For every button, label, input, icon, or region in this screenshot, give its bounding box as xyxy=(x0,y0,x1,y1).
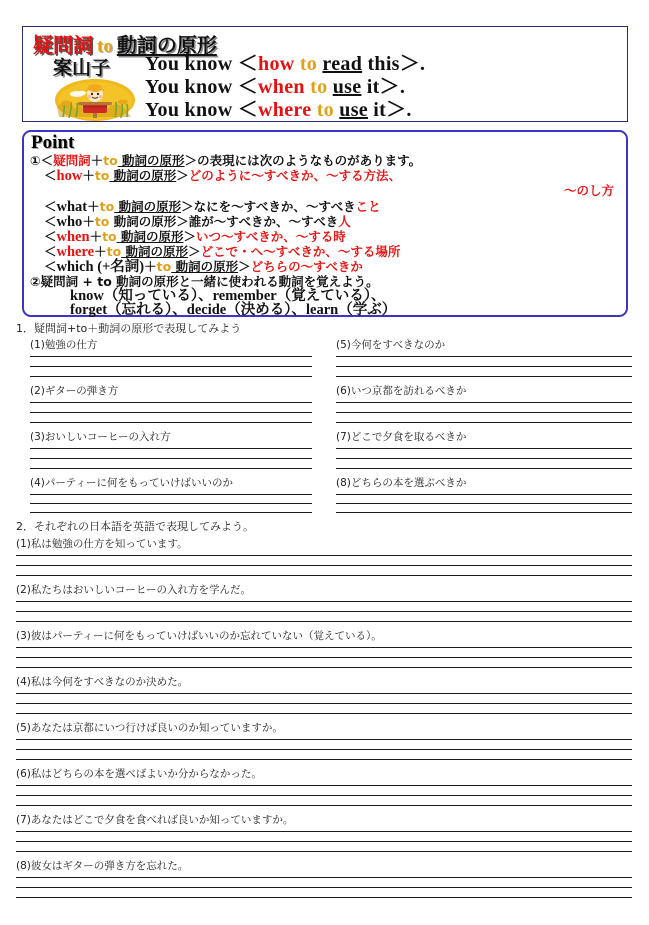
example-sentence-2 xyxy=(145,76,625,99)
pattern-what-base: 動詞の原形 xyxy=(114,199,182,214)
pattern-how-gloss-tail: 、 xyxy=(388,168,402,183)
section2-item-5-label: (5)あなたは京都にいつ行けば良いのか知っていますか。 xyxy=(16,722,283,734)
answer-rule[interactable] xyxy=(16,667,632,668)
pattern-who-to: to xyxy=(94,214,110,229)
pattern-how-wh: how xyxy=(56,168,83,184)
example-1-to: to xyxy=(299,53,318,75)
example-3-prefix: You know ＜ xyxy=(145,99,259,121)
pattern-where-open: ＜ xyxy=(44,244,57,259)
pattern-where-to: to xyxy=(106,244,122,259)
section-2-heading: 2．それぞれの日本語を英語で表現してみよう。 xyxy=(16,520,254,533)
pattern-who-plus: ＋ xyxy=(82,214,95,229)
pattern-who-close: ＞ xyxy=(176,214,189,229)
pattern-where-gloss-accent: 場所 xyxy=(375,244,401,259)
pattern-when-open: ＜ xyxy=(44,229,57,244)
example-1-wh: how xyxy=(258,53,295,75)
answer-rule[interactable] xyxy=(30,503,312,504)
title-part-question-word: 疑問詞 xyxy=(33,33,93,57)
answer-rule[interactable] xyxy=(16,897,632,898)
point-1-plus: ＋ xyxy=(90,153,104,168)
answer-rule[interactable] xyxy=(30,448,312,449)
pattern-how-open: ＜ xyxy=(44,168,57,183)
point-pattern-where xyxy=(30,245,628,259)
answer-rule[interactable] xyxy=(16,693,632,694)
answer-rule[interactable] xyxy=(30,468,312,469)
answer-rule[interactable] xyxy=(16,703,632,704)
answer-rule[interactable] xyxy=(30,412,312,413)
answer-rule[interactable] xyxy=(336,468,632,469)
answer-rule[interactable] xyxy=(16,611,632,612)
pattern-when-plus: ＋ xyxy=(89,229,103,244)
answer-rule[interactable] xyxy=(16,565,632,566)
pattern-what-gloss: なにを～すべきか、～すべき xyxy=(193,199,356,214)
example-2-tail: it＞. xyxy=(366,76,406,98)
answer-rule[interactable] xyxy=(16,759,632,760)
pattern-which-plus: ＋ xyxy=(144,259,157,274)
answer-rule[interactable] xyxy=(30,402,312,403)
point-pattern-how xyxy=(30,169,628,183)
pattern-when-gloss: いつ～すべきか、～する xyxy=(196,229,334,244)
section2-item-7-label: (7)あなたはどこで夕食を食べれば良いか知っていますか。 xyxy=(16,814,294,826)
example-2-prefix: You know ＜ xyxy=(145,76,259,98)
point-1-qword: 疑問詞 xyxy=(53,153,91,168)
answer-rule[interactable] xyxy=(30,366,312,367)
answer-rule[interactable] xyxy=(336,376,632,377)
section2-item-2-label: (2)私たちはおいしいコーヒーの入れ方を学んだ。 xyxy=(16,584,251,596)
pattern-how-gloss: どのように～すべきか、～する xyxy=(188,168,364,183)
answer-rule[interactable] xyxy=(16,805,632,806)
example-1-verb: read xyxy=(322,53,363,75)
answer-rule[interactable] xyxy=(30,494,312,495)
pattern-which-base: 動詞の原形 xyxy=(171,259,239,274)
example-3-to: to xyxy=(316,99,334,121)
section2-item-4-label: (4)私は今何をすべきなのか決めた。 xyxy=(16,676,189,688)
pattern-how-to: to xyxy=(94,168,110,183)
pattern-where-wh: where xyxy=(56,244,95,260)
pattern-who-wh: who xyxy=(56,214,83,230)
answer-rule[interactable] xyxy=(16,713,632,714)
answer-rule[interactable] xyxy=(336,448,632,449)
section2-item-6-label: (6)私はどちらの本を選べばよいか分からなかった。 xyxy=(16,768,262,780)
header-banner xyxy=(22,26,628,122)
point-heading: Point xyxy=(31,132,75,153)
pattern-when-close: ＞ xyxy=(183,229,197,244)
example-sentence-3 xyxy=(145,99,625,122)
answer-rule[interactable] xyxy=(336,458,632,459)
example-2-wh: when xyxy=(258,76,305,98)
section1-item-3-label: (3)おいしいコーヒーの入れ方 xyxy=(30,431,171,443)
answer-rule[interactable] xyxy=(30,376,312,377)
pattern-which-close: ＞ xyxy=(238,259,251,274)
point-box xyxy=(22,130,628,317)
pattern-which-open: ＜ xyxy=(44,259,57,274)
section1-item-4-label: (4)パーティーに何をもっていけばいいのか xyxy=(30,477,234,489)
pattern-where-base: 動詞の原形 xyxy=(121,244,189,259)
pattern-where-plus: ＋ xyxy=(94,244,107,259)
section1-item-8-label: (8)どちらの本を選ぶべきか xyxy=(336,477,467,489)
example-3-tail: it＞. xyxy=(373,99,412,121)
answer-rule[interactable] xyxy=(16,841,632,842)
pattern-who-gloss-accent: 人 xyxy=(338,214,351,229)
example-3-verb: use xyxy=(339,99,368,121)
answer-rule[interactable] xyxy=(16,739,632,740)
pattern-who-open: ＜ xyxy=(44,214,57,229)
answer-rule[interactable] xyxy=(16,601,632,602)
point-1-text: ＞の表現には次のようなものがあります。 xyxy=(184,153,422,168)
answer-rule[interactable] xyxy=(16,621,632,622)
section1-item-1-label: (1)勉強の仕方 xyxy=(30,339,98,351)
pattern-how-base: 動詞の原形 xyxy=(109,168,177,183)
title-part-to: to xyxy=(97,36,113,57)
answer-rule[interactable] xyxy=(16,657,632,658)
point-item-2-intro: ②疑問詞 + to 動詞の原形と一緒に使われる動詞を覚えよう。 xyxy=(30,274,379,289)
mascot-label: 案山子 xyxy=(53,57,111,79)
point-1-base: 動詞の原形 xyxy=(117,153,185,168)
answer-rule[interactable] xyxy=(16,851,632,852)
section1-item-7-label: (7)どこで夕食を取るべきか xyxy=(336,431,467,443)
pattern-where-close: ＞ xyxy=(188,244,201,259)
example-1-tail: this＞. xyxy=(367,53,426,75)
pattern-how-plus: ＋ xyxy=(82,168,95,183)
example-2-to: to xyxy=(310,76,328,98)
point-item-1-intro xyxy=(30,154,628,168)
point-pattern-how-extra xyxy=(30,184,628,198)
answer-rule[interactable] xyxy=(336,503,632,504)
answer-rule[interactable] xyxy=(30,512,312,513)
pattern-what-wh: what xyxy=(56,199,88,215)
section1-item-5-label: (5)今何をすべきなのか xyxy=(336,339,446,351)
pattern-when-to: to xyxy=(102,229,117,244)
point-verbs-line-2: forget（忘れる）、decide（決める）、learn（学ぶ） xyxy=(70,302,397,318)
answer-rule[interactable] xyxy=(16,887,632,888)
pattern-which-gloss: どちらの～すべきか xyxy=(250,259,363,274)
pattern-what-open: ＜ xyxy=(44,199,57,214)
answer-rule[interactable] xyxy=(16,831,632,832)
section1-item-6-label: (6)いつ京都を訪れるべきか xyxy=(336,385,467,397)
section-1-heading: 1．疑問詞+to＋動詞の原形で表現してみよう xyxy=(16,322,242,335)
banner-title xyxy=(33,29,217,57)
section2-item-3-label: (3)彼はパーティーに何をもっていけばいいのか忘れていない（覚えている）。 xyxy=(16,630,382,642)
point-verbs-line-1: know（知っている）、remember（覚えている）、 xyxy=(70,288,386,304)
point-pattern-who xyxy=(30,215,628,229)
point-pattern-what xyxy=(30,200,628,214)
answer-rule[interactable] xyxy=(30,356,312,357)
point-pattern-when xyxy=(30,230,628,244)
point-1-to: to xyxy=(103,153,118,168)
answer-rule[interactable] xyxy=(336,422,632,423)
answer-rule[interactable] xyxy=(16,555,632,556)
answer-rule[interactable] xyxy=(336,494,632,495)
answer-rule[interactable] xyxy=(336,512,632,513)
point-pattern-which xyxy=(30,260,628,274)
pattern-when-wh: when xyxy=(56,229,90,245)
answer-rule[interactable] xyxy=(336,412,632,413)
pattern-who-gloss: 誰が～すべきか、～すべき xyxy=(188,214,339,229)
title-part-base-form: 動詞の原形 xyxy=(116,33,217,57)
pattern-which-wh: which (+名詞) xyxy=(56,259,145,275)
section2-item-1-label: (1)私は勉強の仕方を知っています。 xyxy=(16,538,188,550)
answer-rule[interactable] xyxy=(30,458,312,459)
example-sentence-1 xyxy=(145,53,625,76)
answer-rule[interactable] xyxy=(16,575,632,576)
point-1-open: ①＜ xyxy=(30,153,54,168)
example-1-prefix: You know ＜ xyxy=(145,53,259,75)
scarecrow-icon xyxy=(53,77,137,123)
section2-item-8-label: (8)彼女はギターの弾き方を忘れた。 xyxy=(16,860,189,872)
answer-rule[interactable] xyxy=(16,785,632,786)
example-3-wh: where xyxy=(258,99,312,121)
pattern-what-close: ＞ xyxy=(181,199,194,214)
example-sentences xyxy=(145,53,625,122)
section1-item-2-label: (2)ギターの弾き方 xyxy=(30,385,119,397)
pattern-when-gloss-accent: 時 xyxy=(333,229,346,244)
answer-rule[interactable] xyxy=(16,795,632,796)
pattern-what-gloss-accent: こと xyxy=(355,199,381,214)
answer-rule[interactable] xyxy=(16,877,632,878)
pattern-what-plus: ＋ xyxy=(87,199,100,214)
answer-rule[interactable] xyxy=(336,356,632,357)
answer-rule[interactable] xyxy=(30,422,312,423)
answer-rule[interactable] xyxy=(16,749,632,750)
pattern-how-close: ＞ xyxy=(176,168,189,183)
answer-rule[interactable] xyxy=(16,647,632,648)
pattern-how-extra-accent: 方 xyxy=(601,183,614,198)
pattern-who-base: 動詞の原形 xyxy=(109,214,177,229)
pattern-where-gloss: どこで・へ～すべきか、～する xyxy=(200,244,376,259)
pattern-what-to: to xyxy=(99,199,115,214)
pattern-how-extra-text: ～のし xyxy=(563,183,602,198)
answer-rule[interactable] xyxy=(336,366,632,367)
example-2-verb: use xyxy=(332,76,362,98)
pattern-how-gloss-accent: 方法 xyxy=(363,168,389,183)
answer-rule[interactable] xyxy=(336,402,632,403)
pattern-which-to: to xyxy=(156,259,172,274)
pattern-when-base: 動詞の原形 xyxy=(116,229,184,244)
